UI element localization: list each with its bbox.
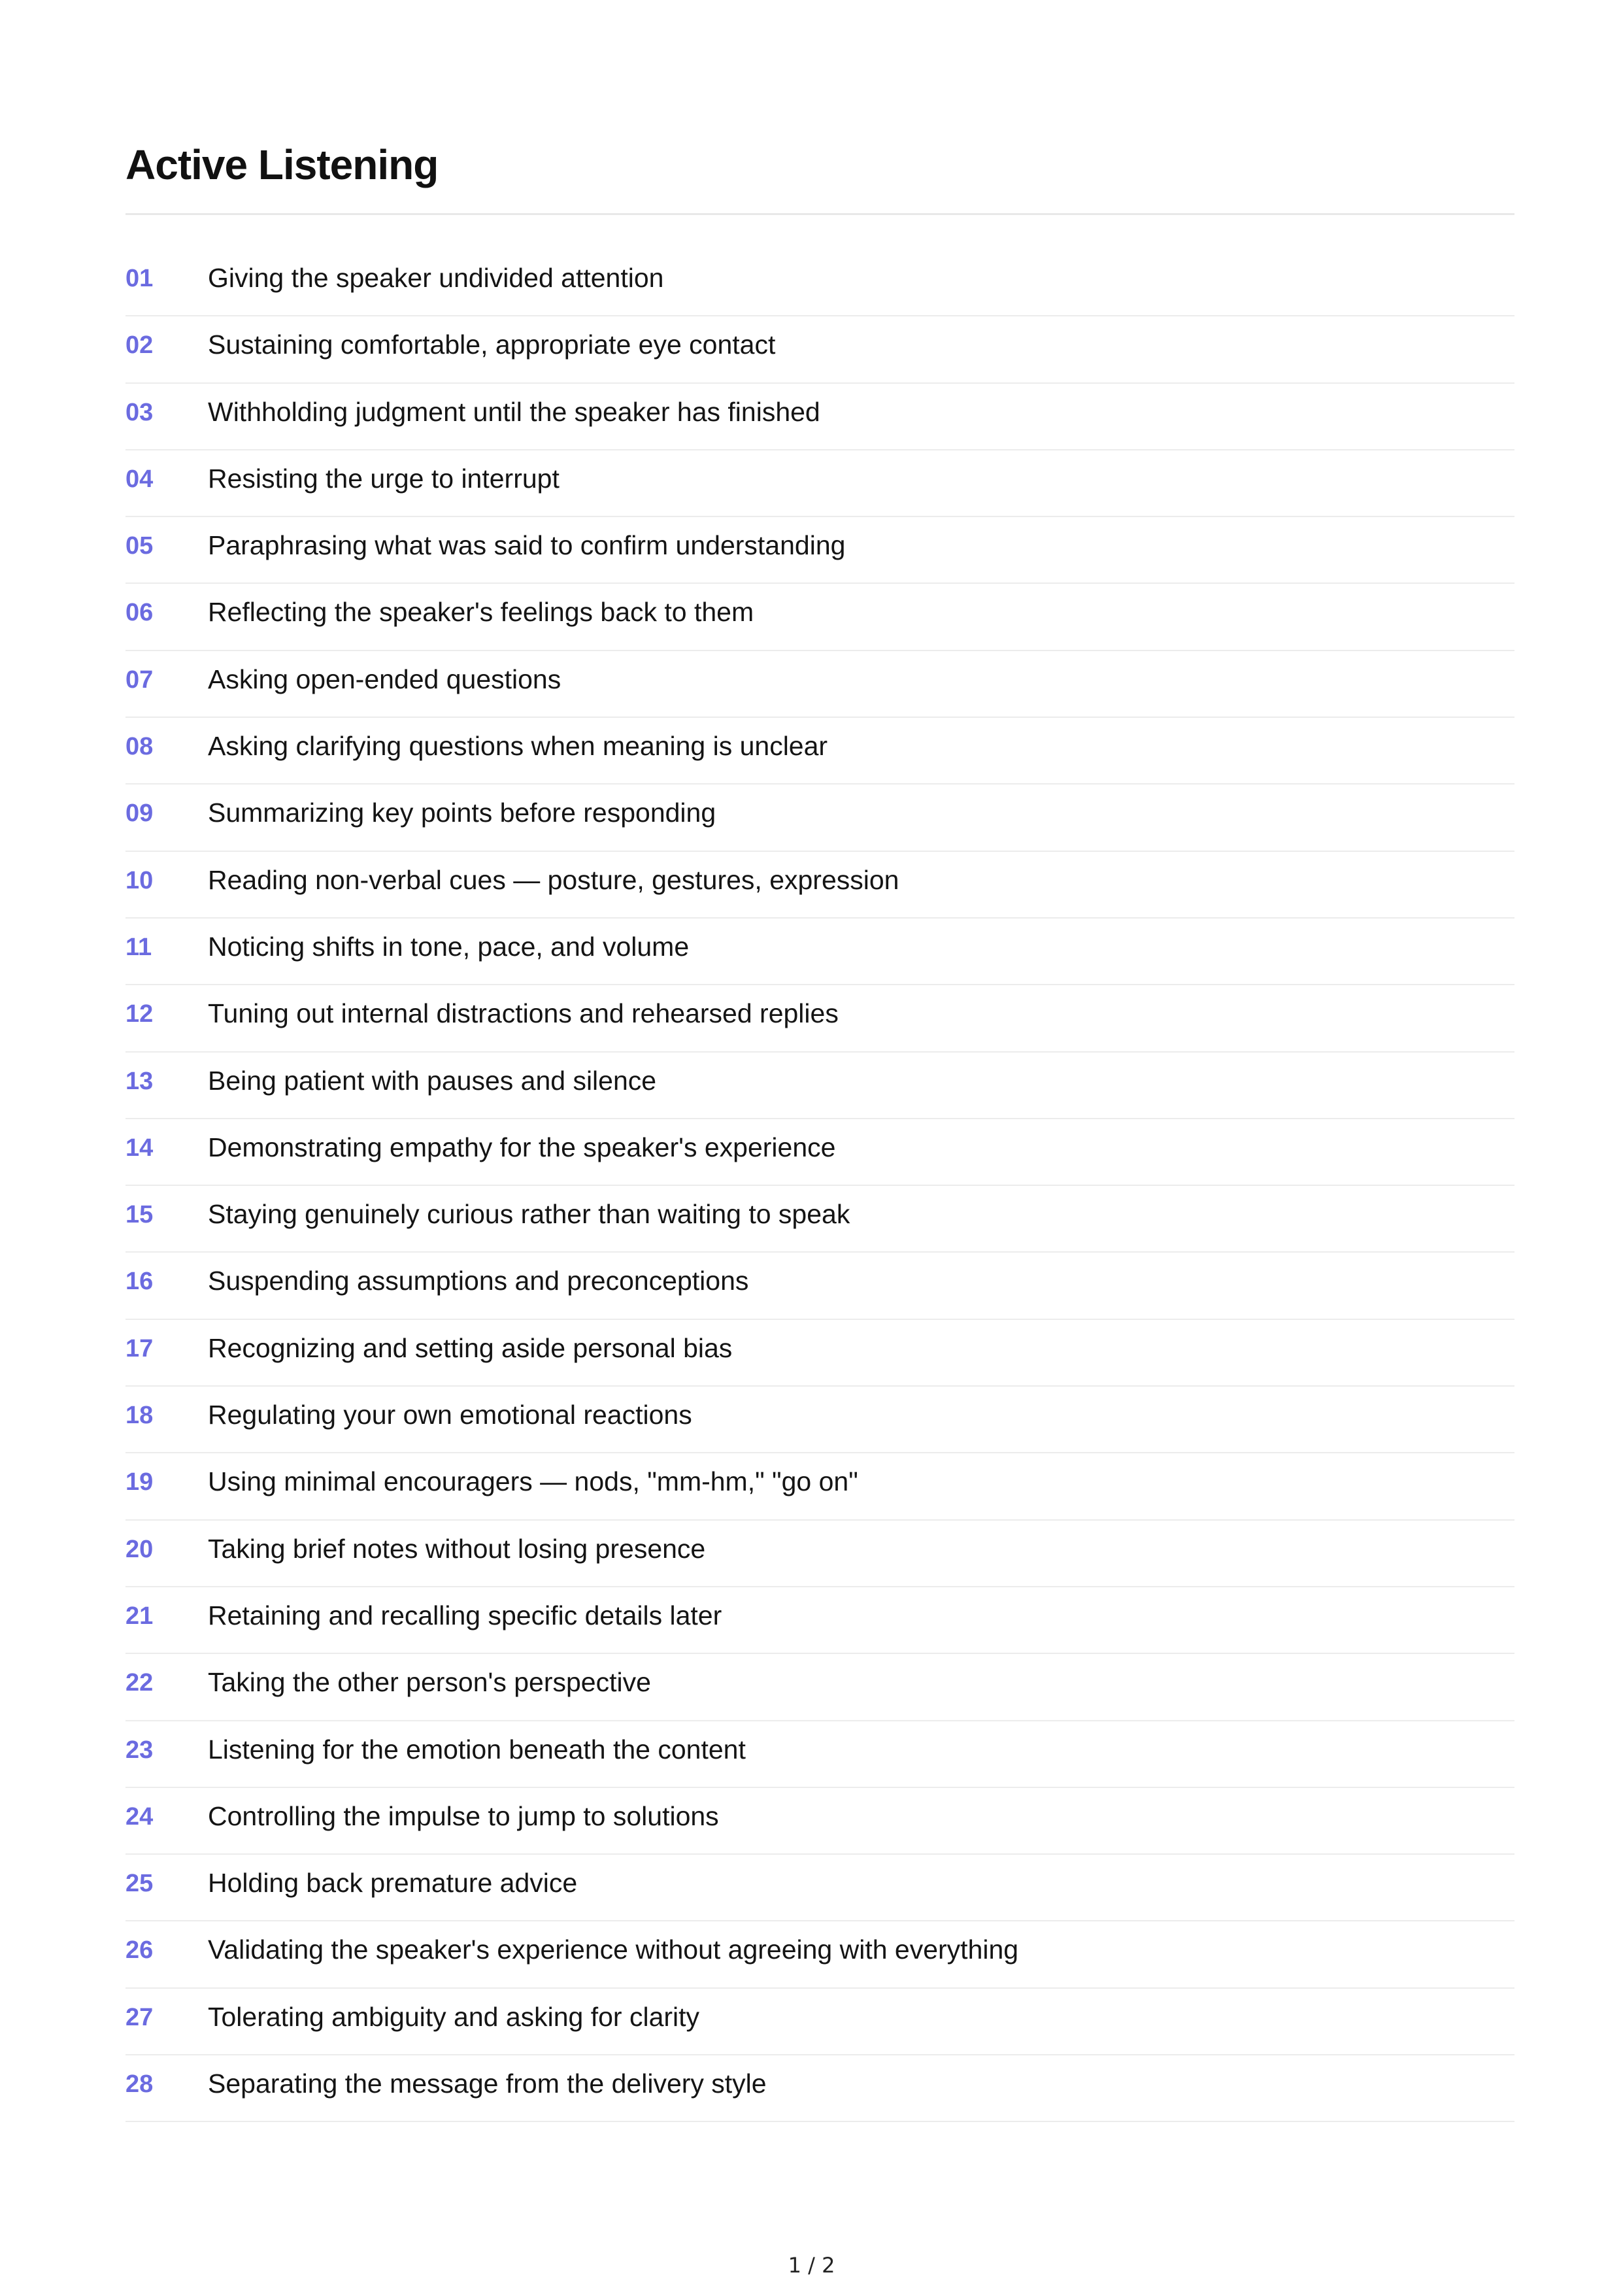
item-number: 27: [125, 2003, 154, 2031]
item-number: 09: [125, 800, 154, 828]
item-number: 13: [125, 1067, 154, 1095]
list-item: [125, 1453, 1514, 1520]
item-number: 22: [125, 1669, 154, 1697]
item-text: Listening for the emotion beneath the content: [208, 1734, 746, 1764]
list-item: [125, 1186, 1514, 1253]
list-item: [125, 250, 1514, 316]
item-text: Asking clarifying questions when meaning is unclear: [208, 731, 828, 762]
item-text: Reflecting the speaker's feelings back to them: [208, 597, 754, 628]
list-item: [125, 785, 1514, 851]
list-item: [125, 1521, 1514, 1587]
item-number: 05: [125, 532, 154, 560]
item-number: 10: [125, 866, 154, 894]
skills-list: [125, 250, 1514, 2122]
item-text: Demonstrating empathy for the speaker's experience: [208, 1132, 836, 1162]
list-item: [125, 584, 1514, 650]
item-number: 18: [125, 1402, 154, 1430]
item-text: Validating the speaker's experience without agreeing with everything: [208, 1934, 1019, 1965]
list-item: [125, 718, 1514, 785]
item-number: 08: [125, 733, 154, 761]
item-number: 19: [125, 1468, 154, 1496]
item-number: 11: [125, 933, 152, 961]
page-title: Active Listening: [125, 141, 439, 188]
item-number: 04: [125, 465, 154, 493]
item-number: 28: [125, 2070, 154, 2099]
list-item: [125, 852, 1514, 919]
item-text: Sustaining comfortable, appropriate eye contact: [208, 329, 776, 360]
list-item: [125, 919, 1514, 985]
item-text: Suspending assumptions and preconceptions: [208, 1266, 749, 1296]
item-number: 12: [125, 1000, 154, 1028]
item-number: 06: [125, 599, 154, 627]
list-item: [125, 1921, 1514, 1988]
item-text: Paraphrasing what was said to confirm understanding: [208, 530, 846, 561]
item-text: Tuning out internal distractions and rehearsed replies: [208, 998, 839, 1029]
list-item: [125, 1053, 1514, 1119]
list-item: [125, 1989, 1514, 2055]
list-item: [125, 1119, 1514, 1186]
item-number: 21: [125, 1602, 154, 1630]
item-number: 14: [125, 1134, 154, 1162]
item-number: 03: [125, 398, 154, 426]
list-item: [125, 1654, 1514, 1721]
list-item: [125, 316, 1514, 383]
item-text: Holding back premature advice: [208, 1868, 578, 1899]
list-item: [125, 1855, 1514, 1921]
list-item: [125, 384, 1514, 450]
list-item: [125, 985, 1514, 1052]
item-text: Staying genuinely curious rather than waiting to speak: [208, 1199, 850, 1230]
item-number: 01: [125, 265, 154, 292]
item-text: Noticing shifts in tone, pace, and volume: [208, 931, 690, 962]
item-number: 02: [125, 331, 154, 360]
item-number: 25: [125, 1870, 154, 1898]
list-item: [125, 651, 1514, 718]
item-number: 17: [125, 1334, 154, 1362]
list-item: [125, 1387, 1514, 1453]
item-text: Regulating your own emotional reactions: [208, 1400, 692, 1430]
item-number: 23: [125, 1736, 154, 1764]
item-text: Retaining and recalling specific details later: [208, 1600, 722, 1630]
item-text: Recognizing and setting aside personal bias: [208, 1332, 733, 1363]
item-text: Being patient with pauses and silence: [208, 1065, 657, 1096]
item-number: 26: [125, 1936, 154, 1965]
item-text: Withholding judgment until the speaker has finished: [208, 396, 820, 427]
item-number: 16: [125, 1268, 154, 1296]
list-item: [125, 1587, 1514, 1654]
item-text: Controlling the impulse to jump to solutions: [208, 1800, 719, 1831]
item-number: 20: [125, 1535, 154, 1563]
item-text: Asking open-ended questions: [208, 664, 561, 694]
list-item: [125, 1721, 1514, 1788]
item-text: Resisting the urge to interrupt: [208, 463, 560, 494]
list-item: [125, 1320, 1514, 1387]
item-text: Summarizing key points before responding: [208, 798, 716, 828]
item-number: 07: [125, 666, 154, 694]
list-item: [125, 517, 1514, 584]
item-number: 24: [125, 1802, 154, 1831]
item-text: Giving the speaker undivided attention: [208, 263, 664, 293]
item-number: 15: [125, 1201, 154, 1229]
title-divider: [125, 213, 1514, 215]
page-indicator: 1 / 2: [788, 2253, 835, 2278]
list-item: [125, 450, 1514, 517]
list-item: [125, 2055, 1514, 2122]
item-text: Taking brief notes without losing presence: [208, 1533, 706, 1564]
item-text: Tolerating ambiguity and asking for clarity: [208, 2001, 700, 2032]
document-page: [125, 0, 1514, 2296]
item-text: Reading non-verbal cues — posture, gestures, expression: [208, 864, 899, 895]
item-text: Using minimal encouragers — nods, "mm-hm," "go on": [208, 1466, 858, 1497]
item-text: Separating the message from the delivery style: [208, 2068, 767, 2099]
item-text: Taking the other person's perspective: [208, 1667, 651, 1698]
list-item: [125, 1788, 1514, 1855]
list-item: [125, 1253, 1514, 1319]
